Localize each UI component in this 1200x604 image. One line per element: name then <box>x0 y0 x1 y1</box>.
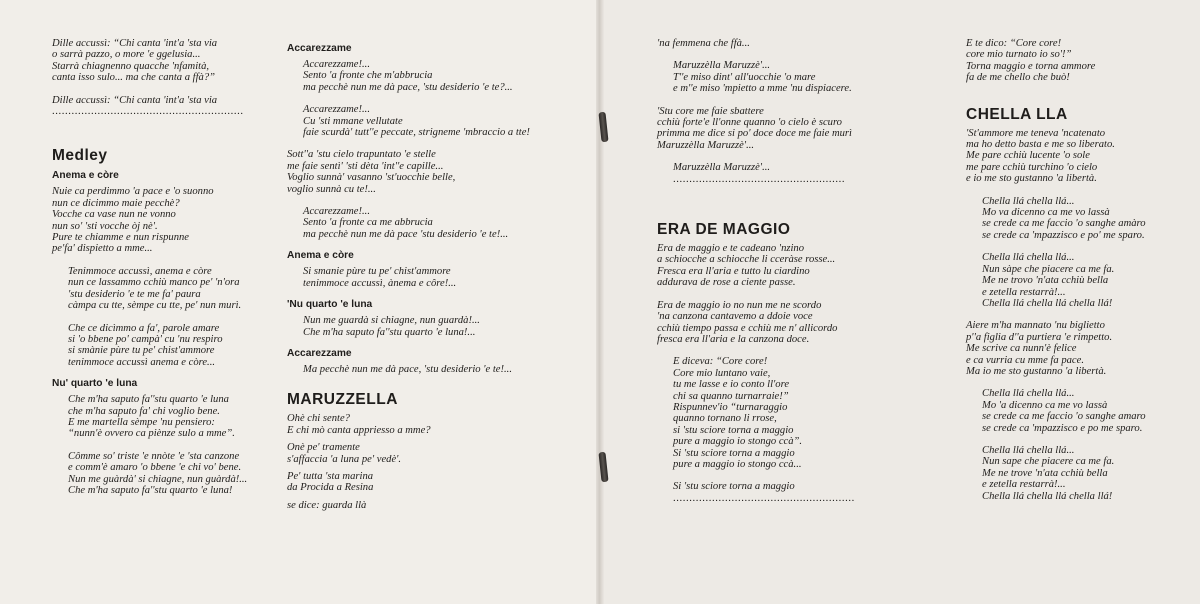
accarezzame-heading-2: Accarezzame <box>287 347 352 359</box>
lyric-line: Maruzzèlla Maruzzè'... <box>657 139 755 151</box>
maruzzella-stanza-1 <box>287 413 587 436</box>
lyric-line: Rispunnev'io “turnaraggio <box>673 401 788 413</box>
lyric-line: o sarrà pazzo, o more 'e ggelusia... <box>52 49 201 61</box>
lyric-line: Vocche ca vase nun ne vonno <box>52 209 176 221</box>
lyric-line: Cômme so' triste 'e nnòte 'e 'sta canzone <box>68 450 240 462</box>
lyric-line: si 'stu sciore torna a maggio <box>673 424 794 436</box>
column-2 <box>287 38 587 511</box>
lyric-line: 'Stu core me faie sbattere <box>657 105 764 117</box>
lyric-line: Me pare cchiù lucente 'o sole <box>966 150 1090 162</box>
lyric-line: Che m'ha saputo fa''stu quarto 'e luna <box>68 394 229 406</box>
lyric-line: Accarezzame!... <box>303 104 370 116</box>
lyric-line: nun ce dicimmo maie pecchè? <box>52 197 180 209</box>
lyric-line: Cu 'sti mmane vellutate <box>303 115 403 127</box>
lyric-line: primma me dice si po' doce doce me faie murì <box>657 128 852 140</box>
accarezzame-heading: Accarezzame <box>287 43 352 54</box>
dots-line-3: ........................................................ <box>673 492 855 504</box>
lyric-line: Nuie ca perdimmo 'a pace e 'o suonno <box>52 186 214 198</box>
lyric-line: se dice: guarda llà <box>287 499 367 511</box>
lyric-line: Accarezzame!... <box>303 59 370 70</box>
lyric-line: pure a maggio io stongo ccà... <box>673 458 802 470</box>
lyric-line: fa de me chello che buò! <box>966 72 1070 84</box>
lyric-line: quanno tornano li rrose, <box>673 413 777 425</box>
era-stanza-3 <box>657 356 922 470</box>
lyric-line: chi sa quanno turnarraie!” <box>673 390 789 402</box>
era-cont-stanza <box>966 38 1196 84</box>
maruzzella-cont-stanza-2 <box>657 106 922 152</box>
era-stanza-2 <box>657 300 922 346</box>
lyric-line: Voglio sunnà' vasanno 'st'uocchie belle, <box>287 172 456 184</box>
lyric-line: Chella llá chella llá... <box>982 444 1075 456</box>
lyric-line: p''a figlia d''a purtiera 'e rimpetto. <box>966 331 1113 343</box>
nu-quarto-stanza-1 <box>52 394 292 440</box>
lyric-line: 'St'ammore me teneva 'ncatenato <box>966 127 1106 139</box>
lyric-line: Starrà chiagnenno quacche 'nfamità, <box>52 60 210 72</box>
lyric-line: Mo va dicenno ca me vo lassà <box>982 207 1110 219</box>
anema-e-core-heading: Anema e còre <box>52 170 119 182</box>
lyric-line: Che m'ha saputo fa''stu quarto 'e luna!... <box>303 326 476 338</box>
accarezzame-stanza-2 <box>287 104 587 138</box>
lyric-line: Era de maggio e te cadeano 'nzino <box>657 243 805 255</box>
lyric-line: Me ne trove 'n'ata cchiù bella <box>982 467 1108 479</box>
lyric-line: Nun sàpe che piacere ca me fa. <box>982 263 1115 275</box>
accarezzame-stanza-4 <box>287 206 587 240</box>
lyric-line: tu me lasse e io conto ll'ore <box>673 379 790 391</box>
medley-title: Medley <box>52 147 108 165</box>
lyric-line: pure a maggio io stongo ccà”. <box>673 436 803 448</box>
lyric-line: addurava de rose a ciente passe. <box>657 277 796 289</box>
lyric-line: 'na canzona cantavemo a ddoie voce <box>657 311 813 323</box>
lyric-line: Ohè chi sente? <box>287 413 350 425</box>
dots-line: ........................................................... <box>52 106 244 118</box>
anema-e-core-heading-2: Anema e còre <box>287 250 354 262</box>
column-4 <box>966 38 1196 502</box>
lyric-line: cchiù forte'e ll'onne quanno 'o cielo è scuro <box>657 117 842 129</box>
lyric-line: E te dico: “Core core! <box>966 38 1062 49</box>
lyric-line: Chella llá chella llá... <box>982 195 1075 207</box>
lyric-line: cchiù tiempo passa e cchiù me n' allicordo <box>657 322 838 334</box>
chella-stanza-2 <box>966 196 1196 242</box>
lyric-line: Chella llá chella llá... <box>982 388 1075 400</box>
column-3 <box>657 38 922 504</box>
lyric-line: se crede ca 'mpazzisco e po' me sparo. <box>982 229 1145 241</box>
anema-stanza-1 <box>52 186 292 254</box>
chella-stanza-6 <box>966 445 1196 502</box>
lyric-line: ma pecchè nun me dà pace, 'stu desiderio 'e te?... <box>303 81 513 93</box>
book-fold <box>596 0 604 604</box>
chella-stanza-4 <box>966 320 1196 377</box>
maruzzella-title: MARUZZELLA <box>287 391 398 409</box>
lyric-line: E diceva: “Core core! <box>673 356 768 368</box>
lyric-line: Si smanie pùre tu pe' chist'ammore <box>303 266 451 278</box>
lyric-line: s'affaccia 'a luna pe' vedè'. <box>287 453 402 465</box>
lyric-line: càmpa cu tte, sèmpe cu tte, pe' nun murì. <box>68 300 242 312</box>
era-de-maggio-title: ERA DE MAGGIO <box>657 221 791 239</box>
lyric-line: nun ce lassammo cchiù manco pe' 'n'ora <box>68 277 240 289</box>
lyric-line: da Procida a Resina <box>287 482 374 494</box>
lyric-line: Pe' tutta 'sta marina <box>287 470 374 482</box>
lyric-line: che m'ha saputo fa' chi voglio bene. <box>68 405 220 417</box>
chella-stanza-3 <box>966 252 1196 309</box>
lyric-line: pe'fa' dispietto a mme... <box>52 243 153 255</box>
lyric-line: Che m'ha saputo fa''stu quarto 'e luna! <box>68 484 233 496</box>
maruzzella-cont-stanza-3 <box>657 162 922 173</box>
lyric-line: Che ce dicìmmo a fa', parole amare <box>68 322 220 334</box>
lyric-line: Chella llá chella llá chella llá! <box>982 490 1113 502</box>
lyric-line: Chella llá chella llá chella llá! <box>982 297 1113 309</box>
anema-lines <box>287 266 587 289</box>
lyric-line: Ma pecchè nun me dà pace, 'stu desiderio 'e te!... <box>303 363 512 375</box>
lyric-line: Aiere m'ha mannato 'nu biglietto <box>966 320 1105 332</box>
lyric-line: Me ne trovo 'n'ata cchiù bella <box>982 275 1109 287</box>
lyric-line: Onè pe' tramente <box>287 442 360 454</box>
top-line: 'na femmena che ffà... <box>657 38 750 49</box>
lyric-line: core mio turnato io so'!” <box>966 49 1072 61</box>
lyric-line: me faie sentì' 'sti dèta 'int''e capille... <box>287 160 444 172</box>
lyric-line: si 'o bbene po' campà' cu 'nu respiro <box>68 333 223 345</box>
nu-quarto-stanza-2 <box>52 451 292 497</box>
lyric-line: Core mio luntano vaie, <box>673 367 771 379</box>
lyric-line: faie scurdà' tutt''e peccate, strigneme 'mbraccio a tte! <box>303 127 530 139</box>
lyric-line: nun so' 'sti vocche òj nè'. <box>52 220 158 232</box>
chella-lla-title: CHELLA LLA <box>966 105 1068 123</box>
lyric-line: Si 'stu sciore torna a maggio <box>673 481 795 493</box>
lyric-line: fresca era ll'aria e la canzona doce. <box>657 333 810 345</box>
lyric-line: Me scrive ca nunn'è felice <box>966 343 1077 355</box>
lyric-line: e m''e miso 'mpietto a mme 'nu dispiacere. <box>673 83 852 95</box>
anema-stanza-3 <box>52 323 292 369</box>
lyric-line: se crede ca me faccio 'o sanghe amaro <box>982 411 1146 423</box>
lyric-line: Torna maggio e torna ammore <box>966 60 1096 72</box>
lyric-line: Nun me guàrdà' si chiagne, nun guàrdà!... <box>68 473 248 485</box>
lyric-line: e ca vurria cu mme fa pace. <box>966 354 1084 366</box>
maruzzella-cont-stanza-1 <box>657 60 922 94</box>
lyric-line: Maruzzèlla Maruzzè'... <box>673 162 771 174</box>
lyric-line: Sento 'a fronte che m'abbrucia <box>303 70 433 82</box>
lyric-line: Nun me guardà si chiagne, nun guardà!... <box>303 315 480 327</box>
chella-stanza-1 <box>966 128 1196 185</box>
lyric-line: T''e miso dint' all'uocchie 'o mare <box>673 71 816 83</box>
maruzzella-stanza-2 <box>287 442 587 465</box>
lyric-line: Ma io me sto gustanno 'a libertà. <box>966 365 1107 377</box>
accarezzame-stanza-3 <box>287 149 587 195</box>
lyric-line: ma pecchè nun me dà pace 'stu desiderio 'e te!... <box>303 228 509 240</box>
lyric-line: voglio sunnà cu te!... <box>287 183 376 195</box>
accarezzame-lines <box>287 364 587 375</box>
chella-stanza-5 <box>966 388 1196 434</box>
maruzzella-stanza-3 <box>287 471 587 494</box>
intro-stanza <box>52 38 292 84</box>
maruzzella-stanza-4 <box>287 500 587 511</box>
lyric-line: Sento 'a fronte ca me abbrucia <box>303 217 433 229</box>
lyric-line: “nunn'è ovvero ca piènze sulo a mme”. <box>68 428 235 440</box>
lyric-line: e zetella restarrà!... <box>982 286 1066 298</box>
lyric-line: canta isso sulo... ma che canta a ffà?” <box>52 72 216 84</box>
lyric-line: Tenimmoce accussì, anema e còre <box>68 265 212 277</box>
lyric-line: Pure te chiamme e nun rispunne <box>52 232 189 244</box>
anema-stanza-2 <box>52 266 292 312</box>
lyric-line: Maruzzèlla Maruzzè'... <box>673 60 771 72</box>
lyric-line: me pare cchiù turchino 'o cielo <box>966 161 1098 173</box>
nu-quarto-heading: Nu' quarto 'e luna <box>52 378 138 390</box>
accarezzame-stanza-1 <box>287 59 587 93</box>
nu-quarto-lines <box>287 315 587 338</box>
lyric-line: e zetella restarrà!... <box>982 479 1066 491</box>
lyric-line: Mo 'a dicenno ca me vo lassà <box>982 399 1108 411</box>
lyric-line: e io me sto gustanno 'a libertà. <box>966 173 1097 185</box>
era-stanza-4 <box>657 481 922 492</box>
lyric-line: se crede ca 'mpazzisco e po me sparo. <box>982 422 1143 434</box>
lyric-line: Si 'stu sciore torna a maggio <box>673 447 795 459</box>
lyric-line: Fresca era ll'aria e tutto lu ciardino <box>657 265 810 277</box>
lyric-line: si smànie pùre tu pe' chist'ammore <box>68 345 215 357</box>
lyric-line: Sott''a 'stu cielo trapuntato 'e stelle <box>287 149 436 161</box>
lyric-line: Accarezzame!... <box>303 206 370 218</box>
lyric-line: tenimmoce accussì, ànema e côre!... <box>303 277 457 289</box>
dots-line-2: ..................................................... <box>673 173 846 185</box>
lyric-line: Nun sape che piacere ca me fa. <box>982 456 1115 468</box>
lyric-line: tenimmoce accussì anema e còre... <box>68 356 215 368</box>
lyric-line: 'stu desiderio 'e te me fa' paura <box>68 288 201 300</box>
lyric-line: Chella llá chella llá... <box>982 252 1075 264</box>
nu-quarto-heading-2: 'Nu quarto 'e luna <box>287 299 373 311</box>
era-stanza-1 <box>657 243 922 289</box>
lyric-line: ma ho detto basta e me so liberato. <box>966 139 1115 151</box>
intro-repeat: Dille accussì: “Chi canta 'int'a 'sta via <box>52 94 218 106</box>
lyric-line: e comm'è amaro 'o bbene 'e chi vo' bene. <box>68 462 242 474</box>
lyric-line: E me martella sèmpe 'nu pensiero: <box>68 416 215 428</box>
lyric-line: Era de maggio io no nun me ne scordo <box>657 299 822 311</box>
lyric-line: se crede ca me faccio 'o sanghe amàro <box>982 218 1146 230</box>
lyric-line: a schiocche a schiocche li cceràse rosse... <box>657 254 836 266</box>
lyric-line: E chi mò canta appriesso a mme? <box>287 424 431 436</box>
column-1 <box>52 38 292 496</box>
lyric-line: Dille accussì: “Chi canta 'int'a 'sta via <box>52 38 218 49</box>
